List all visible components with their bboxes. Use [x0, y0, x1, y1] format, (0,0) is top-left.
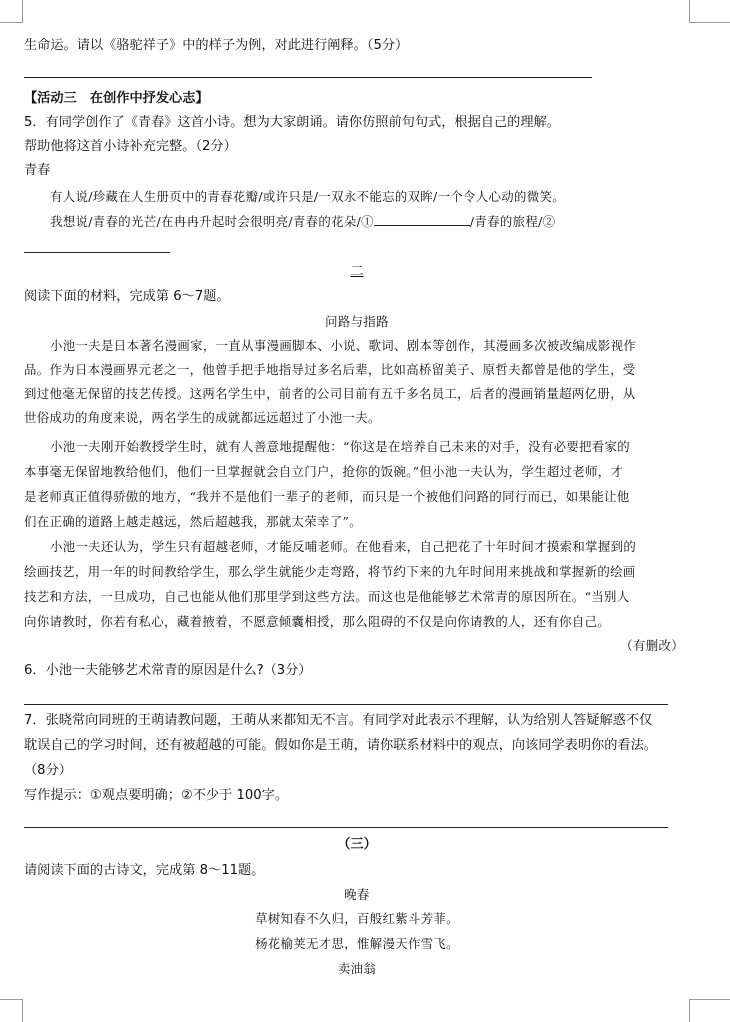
poem2-line-2: 杨花榆荚无才思，惟解漫天作雪飞。	[255, 936, 459, 951]
blank-2-line[interactable]	[24, 252, 170, 253]
poem-line-1: 有人说/珍藏在人生册页中的青春花瓣/或许只是/一双永不能忘的双眸/一个令人心动的微笑。	[50, 189, 565, 204]
corner-mark-bottom-left	[0, 999, 23, 1022]
blank-1-input[interactable]	[374, 213, 470, 226]
q7-line-1: 7．张晓常向同班的王萌请教问题，王萌从来都知无不言。有同学对此表示不理解，认为给别人答疑解惑不仅	[24, 713, 653, 728]
article-line: 小池一夫是日本著名漫画家，一直从事漫画脚本、小说、歌词、剧本等创作，其漫画多次被改编成影视作	[50, 338, 637, 353]
answer-line	[24, 77, 592, 78]
poem-title: 青春	[24, 163, 51, 178]
q6-text: 6．小池一夫能够艺术常青的原因是什么?（3分）	[24, 663, 312, 678]
q7-hint: 写作提示：①观点要明确；②不少于 100字。	[24, 788, 289, 803]
q7-line-2: 耽误自己的学习时间，还有被超越的可能。假如你是王萌，请你联系材料中的观点，向该同学表明你的看法。	[24, 738, 657, 753]
section-2-intro: 阅读下面的材料，完成第 6～7题。	[24, 289, 230, 304]
poem2-author: 卖油翁	[337, 961, 377, 976]
section-3-label: （三）	[337, 837, 377, 852]
article-line: 世俗成功的角度来说，两名学生的成就都远远超过了小池一夫。	[24, 410, 381, 425]
section-2-label: 二	[350, 264, 364, 279]
poem-line-2	[24, 213, 690, 231]
article-line: 本事毫无保留地教给他们，他们一旦掌握就会自立门户，抢你的饭碗。”但小池一夫认为，学生超过老师，才	[24, 464, 624, 479]
article-line: 小池一夫刚开始教授学生时，就有人善意地提醒他：“你这是在培养自己未来的对手，没有必要把看家的	[50, 439, 631, 454]
corner-mark-top-right	[689, 0, 730, 23]
q4-tail-line: 生命运。请以《骆驼祥子》中的样子为例，对此进行阐释。（5分）	[24, 38, 409, 53]
poem-line-2-part-a: 我想说/青春的光芒/在冉冉升起时会很明亮/青春的花朵/①	[50, 214, 374, 229]
article-line: 绘画技艺，用一年的时间教给学生，那么学生就能少走弯路，将节约下来的九年时间用来挑战和掌握新的绘画	[24, 564, 636, 579]
corner-mark-top-left	[0, 0, 23, 23]
q7-line-3: （8分）	[24, 763, 72, 778]
article-line: 技艺和方法，一旦成功，自己也能从他们那里学到这些方法。而这也是他能够艺术常青的原因所在。“当别人	[24, 589, 630, 604]
article-line: 品。作为日本漫画界元老之一，他曾手把手地指导过多名后辈，比如高桥留美子、原哲夫都曾是他的学生，受	[24, 362, 636, 377]
article-line: 们在正确的道路上越走越远，然后超越我，那就太荣幸了”。	[24, 514, 362, 529]
poem2-line-1: 草树知春不久归，百般红紫斗芳菲。	[255, 911, 459, 926]
activity3-title: 【活动三 在创作中抒发心志】	[24, 91, 209, 106]
q5-line-1: 5．有同学创作了《青春》这首小诗。想为大家朗诵。请你仿照前句句式，根据自己的理解。	[24, 115, 560, 130]
q6-answer-line[interactable]	[24, 704, 668, 705]
article-title: 问路与指路	[325, 314, 389, 329]
q7-answer-line[interactable]	[24, 827, 668, 828]
article-line: 是老师真正值得骄傲的地方，“我并不是他们一辈子的老师，而只是一个被他们问路的同行而已，如果能让他	[24, 489, 630, 504]
article-line: 小池一夫还认为，学生只有超越老师，才能反哺老师。在他看来，自己把花了十年时间才摸索和掌握到的	[50, 539, 637, 554]
article-note: （有删改）	[620, 638, 684, 653]
q5-line-2: 帮助他将这首小诗补充完整。（2分）	[24, 139, 237, 154]
corner-mark-bottom-right	[689, 999, 730, 1022]
article-line: 到过他毫无保留的技艺传授。这两名学生中，前者的公司目前有五千多名员工，后者的漫画销量超两亿册，从	[24, 386, 636, 401]
poem2-title: 晚春	[344, 887, 370, 902]
section-3-intro: 请阅读下面的古诗文，完成第 8～11题。	[24, 863, 265, 878]
article-line: 向你请教时，你若有私心，藏着掖着，不愿意倾囊相授，那么阻碍的不仅是向你请教的人，还有你自己。	[24, 614, 611, 629]
poem-line-2-part-b: /青春的旅程/②	[469, 214, 556, 229]
